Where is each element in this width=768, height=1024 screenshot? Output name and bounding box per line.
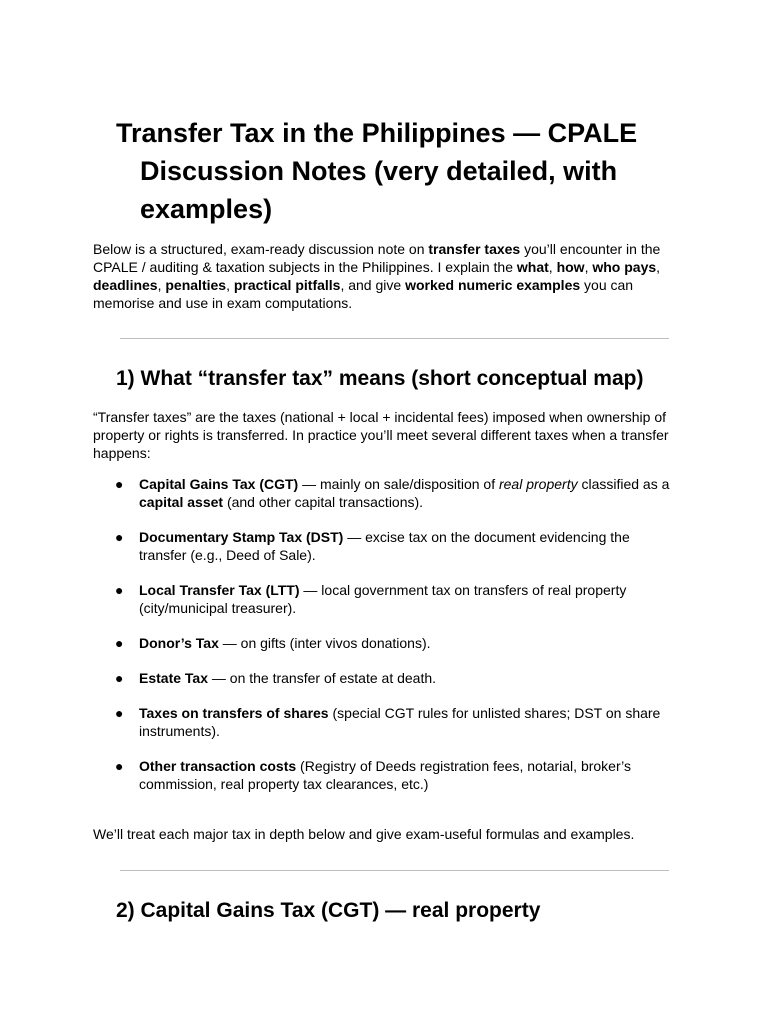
horizontal-divider xyxy=(120,870,669,871)
intro-text: , xyxy=(656,259,661,275)
intro-bold: practical pitfalls xyxy=(233,277,341,293)
bullet-icon: ● xyxy=(115,582,124,598)
list-item xyxy=(93,757,673,793)
intro-bold: who pays xyxy=(592,259,657,275)
intro-text: , xyxy=(226,277,234,293)
list-item xyxy=(93,669,673,687)
intro-bold: how xyxy=(556,259,585,275)
item-text: classified as a xyxy=(577,476,670,492)
item-term: capital asset xyxy=(139,494,224,510)
intro-bold: penalties xyxy=(165,277,227,293)
item-text: (and other capital transactions). xyxy=(223,494,424,510)
intro-text: you’ll encounter in the CPALE / auditing & taxation subjects in the Philippines. I explain the xyxy=(93,241,661,275)
item-text: — local government tax on transfers of real property (city/municipal treasurer). xyxy=(139,582,627,616)
item-text: (special CGT rules for unlisted shares; DST on share instruments). xyxy=(139,705,661,739)
bullet-icon: ● xyxy=(115,758,124,774)
intro-text: , xyxy=(157,277,166,293)
bullet-icon: ● xyxy=(115,529,124,545)
item-text: (Registry of Deeds registration fees, notarial, broker’s commission, real property tax clearances, etc.) xyxy=(139,758,632,792)
section1-paragraph: “Transfer taxes” are the taxes (national + local + incidental fees) imposed when ownership of property or rights is transferred. In practice you’ll meet several different taxes when a transfer happens: xyxy=(93,409,669,461)
item-text: — excise tax on the document evidencing the transfer (e.g., Deed of Sale). xyxy=(139,529,630,563)
item-text: — on the transfer of estate at death. xyxy=(208,670,437,686)
section-heading-1: 1) What “transfer tax” means (short conceptual map) xyxy=(116,367,644,390)
intro-text: Below is a structured, exam-ready discussion note on xyxy=(93,241,429,257)
list-item xyxy=(93,581,673,617)
item-term: Taxes on transfers of shares xyxy=(139,705,329,721)
intro-bold: transfer taxes xyxy=(428,241,521,257)
item-term: Donor’s Tax xyxy=(139,635,219,651)
intro-bold: what xyxy=(516,259,549,275)
intro-text: , xyxy=(548,259,557,275)
page-title: Transfer Tax in the Philippines — CPALE Discussion Notes (very detailed, with examples) xyxy=(116,118,638,224)
section1-closing: We’ll treat each major tax in depth below and give exam-useful formulas and examples. xyxy=(93,826,635,842)
item-italic: real property xyxy=(498,476,578,492)
bullet-icon: ● xyxy=(115,670,124,686)
item-term: Capital Gains Tax (CGT) xyxy=(139,476,299,492)
bullet-icon: ● xyxy=(115,635,124,651)
intro-bold: deadlines xyxy=(93,277,158,293)
list-item xyxy=(93,528,673,564)
intro-text: , and give xyxy=(340,277,406,293)
intro-bold: worked numeric examples xyxy=(405,277,581,293)
item-term: Estate Tax xyxy=(139,670,208,686)
intro-text: , xyxy=(584,259,593,275)
intro-paragraph xyxy=(93,240,683,312)
transfer-tax-list xyxy=(93,475,673,810)
list-item xyxy=(93,634,673,652)
item-term: Other transaction costs xyxy=(139,758,297,774)
list-item xyxy=(93,704,673,740)
item-text: — mainly on sale/disposition of xyxy=(298,476,499,492)
item-term: Local Transfer Tax (LTT) xyxy=(139,582,300,598)
section-heading-2: 2) Capital Gains Tax (CGT) — real property xyxy=(116,899,541,922)
list-item xyxy=(93,475,673,511)
horizontal-divider xyxy=(120,338,669,339)
bullet-icon: ● xyxy=(115,705,124,721)
intro-text: you can memorise and use in exam computations. xyxy=(93,277,634,311)
item-term: Documentary Stamp Tax (DST) xyxy=(139,529,344,545)
bullet-icon: ● xyxy=(115,476,124,492)
item-text: — on gifts (inter vivos donations). xyxy=(218,635,431,651)
